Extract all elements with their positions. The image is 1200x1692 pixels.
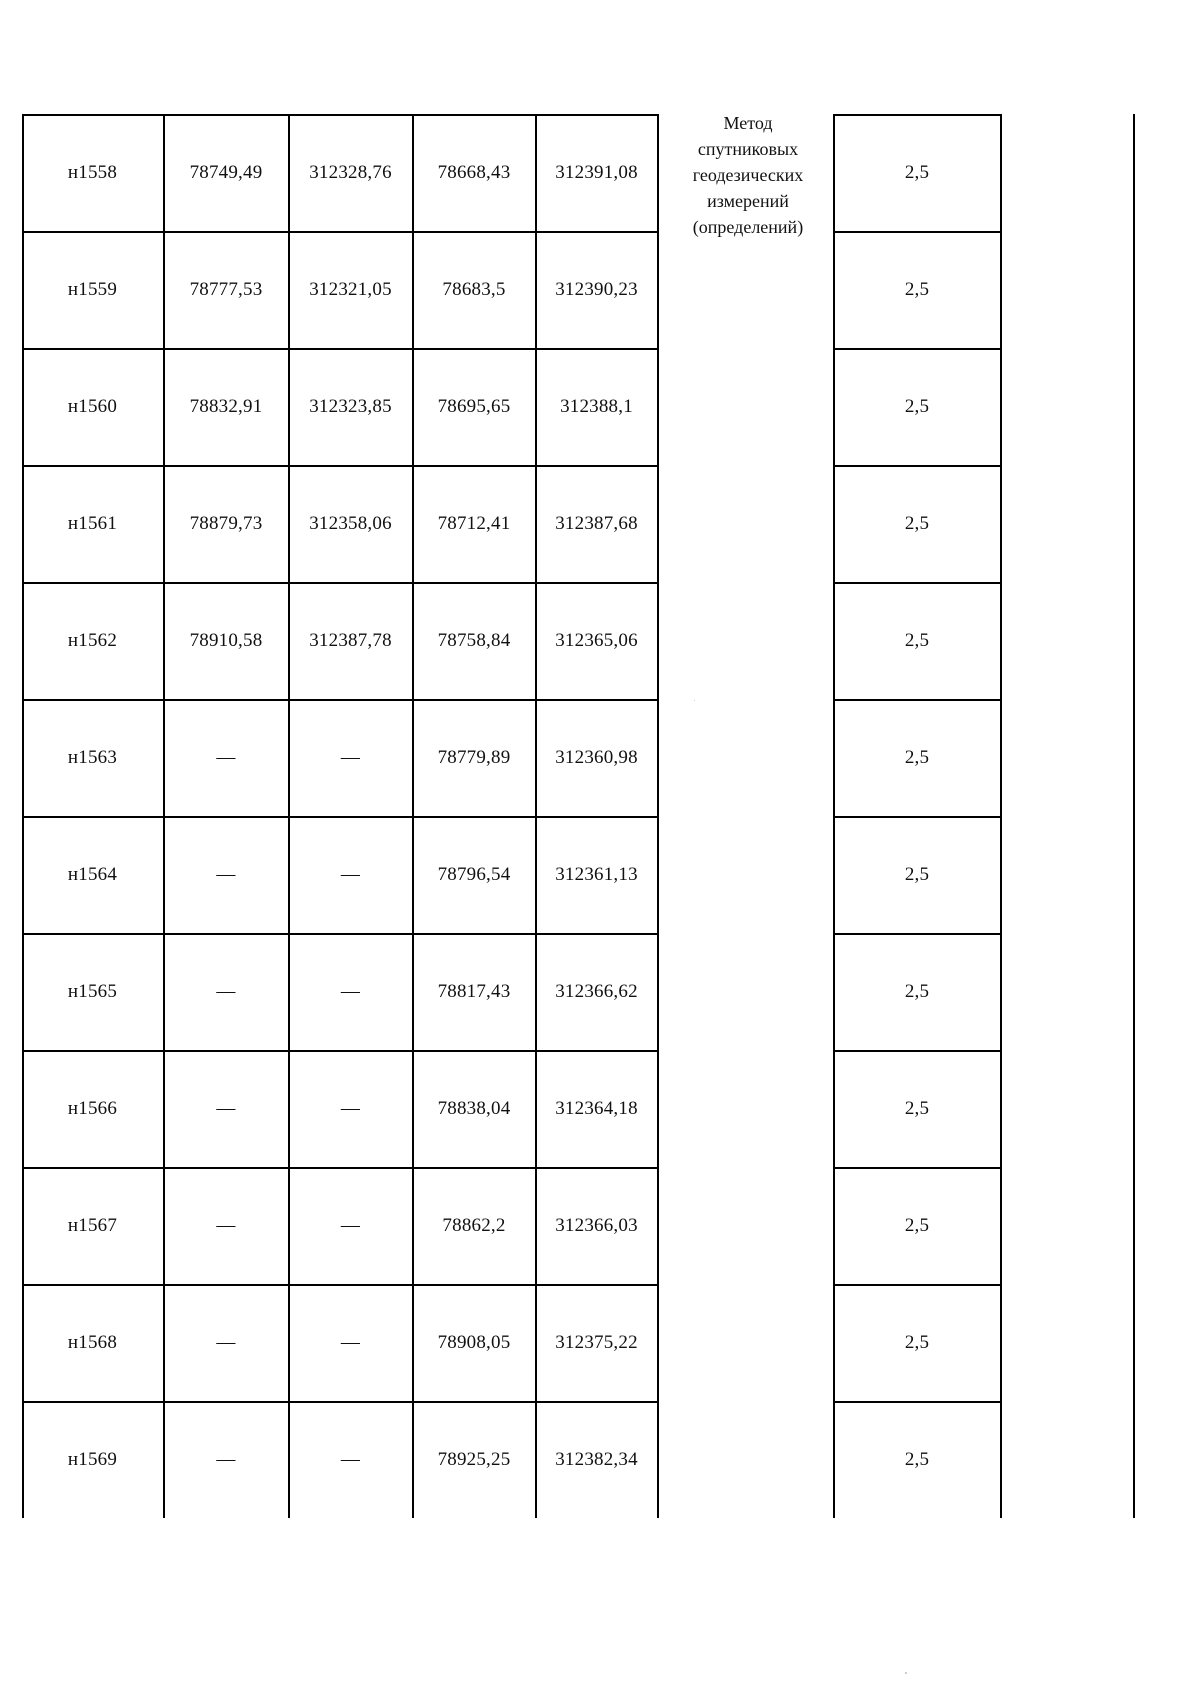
y-old-cell: — (340, 1214, 361, 1236)
accuracy-cell: 2,5 (904, 863, 930, 885)
point-id-cell: н1559 (67, 278, 118, 300)
x-new-cell: 78758,84 (437, 629, 511, 651)
point-id-cell: н1568 (67, 1331, 118, 1353)
table-row (0, 1167, 1200, 1284)
x-new-cell: 78838,04 (437, 1097, 511, 1119)
point-id-cell: н1561 (67, 512, 118, 534)
y-old-cell: 312323,85 (309, 395, 392, 417)
x-old-cell: — (216, 1331, 236, 1353)
x-old-cell: 78832,91 (189, 395, 263, 417)
accuracy-cell: 2,5 (904, 1331, 930, 1353)
x-old-cell: — (216, 1097, 236, 1119)
accuracy-cell: 2,5 (904, 1214, 930, 1236)
y-new-cell: 312364,18 (555, 1097, 638, 1119)
point-id-cell: н1566 (67, 1097, 118, 1119)
method-label (666, 110, 830, 240)
y-new-cell: 312365,06 (555, 629, 638, 651)
accuracy-cell: 2,5 (904, 629, 930, 651)
y-old-cell: 312321,05 (309, 278, 392, 300)
method-label-line: Метод (723, 113, 773, 133)
point-id-cell: н1563 (67, 746, 118, 768)
x-old-cell: 78749,49 (189, 161, 263, 183)
x-new-cell: 78817,43 (437, 980, 511, 1002)
x-old-cell: — (216, 863, 236, 885)
accuracy-cell: 2,5 (904, 278, 930, 300)
accuracy-cell: 2,5 (904, 395, 930, 417)
point-id-cell: н1564 (67, 863, 118, 885)
scan-speck (905, 1672, 907, 1674)
accuracy-cell: 2,5 (904, 980, 930, 1002)
y-old-cell: — (340, 863, 361, 885)
accuracy-cell: 2,5 (904, 746, 930, 768)
accuracy-cell: 2,5 (904, 1097, 930, 1119)
x-old-cell: — (216, 746, 236, 768)
y-new-cell: 312366,62 (555, 980, 638, 1002)
method-label-line: измерений (707, 191, 789, 211)
y-old-cell: — (340, 1331, 361, 1353)
scan-speck (694, 700, 695, 701)
x-new-cell: 78668,43 (437, 161, 511, 183)
point-id-cell: н1567 (67, 1214, 118, 1236)
y-old-cell: — (340, 746, 361, 768)
table-row (0, 933, 1200, 1050)
y-new-cell: 312361,13 (555, 863, 638, 885)
point-id-cell: н1569 (67, 1448, 118, 1470)
x-new-cell: 78779,89 (437, 746, 511, 768)
accuracy-cell: 2,5 (904, 161, 930, 183)
y-old-cell: — (340, 1097, 361, 1119)
method-label-line: геодезических (692, 165, 804, 185)
table-row (0, 699, 1200, 816)
x-new-cell: 78712,41 (437, 512, 511, 534)
x-old-cell: 78879,73 (189, 512, 263, 534)
method-label-line: (определений) (692, 217, 804, 237)
x-old-cell: 78910,58 (189, 629, 263, 651)
point-id-cell: н1562 (67, 629, 118, 651)
table-row (0, 1050, 1200, 1167)
y-new-cell: 312382,34 (555, 1448, 638, 1470)
y-old-cell: 312328,76 (309, 161, 392, 183)
y-old-cell: — (340, 1448, 361, 1470)
table-row (0, 231, 1200, 348)
x-new-cell: 78908,05 (437, 1331, 511, 1353)
table-row (0, 114, 1200, 231)
table-row (0, 1401, 1200, 1518)
point-id-cell: н1565 (67, 980, 118, 1002)
x-old-cell: 78777,53 (189, 278, 263, 300)
x-new-cell: 78695,65 (437, 395, 511, 417)
x-new-cell: 78683,5 (442, 278, 506, 300)
y-old-cell: 312358,06 (309, 512, 392, 534)
table-row (0, 816, 1200, 933)
y-new-cell: 312375,22 (555, 1331, 638, 1353)
accuracy-cell: 2,5 (904, 512, 930, 534)
table-row (0, 465, 1200, 582)
y-old-cell: — (340, 980, 361, 1002)
point-id-cell: н1560 (67, 395, 118, 417)
x-old-cell: — (216, 980, 236, 1002)
table-row (0, 1284, 1200, 1401)
point-id-cell: н1558 (67, 161, 118, 183)
table-row (0, 348, 1200, 465)
x-new-cell: 78862,2 (442, 1214, 506, 1236)
accuracy-cell: 2,5 (904, 1448, 930, 1470)
x-old-cell: — (216, 1448, 236, 1470)
y-new-cell: 312366,03 (555, 1214, 638, 1236)
y-new-cell: 312391,08 (555, 161, 638, 183)
x-new-cell: 78925,25 (437, 1448, 511, 1470)
y-new-cell: 312387,68 (555, 512, 638, 534)
y-new-cell: 312390,23 (555, 278, 638, 300)
y-new-cell: 312388,1 (560, 395, 633, 417)
table-row (0, 582, 1200, 699)
method-label-line: спутниковых (697, 139, 799, 159)
x-old-cell: — (216, 1214, 236, 1236)
x-new-cell: 78796,54 (437, 863, 511, 885)
y-new-cell: 312360,98 (555, 746, 638, 768)
y-old-cell: 312387,78 (309, 629, 392, 651)
